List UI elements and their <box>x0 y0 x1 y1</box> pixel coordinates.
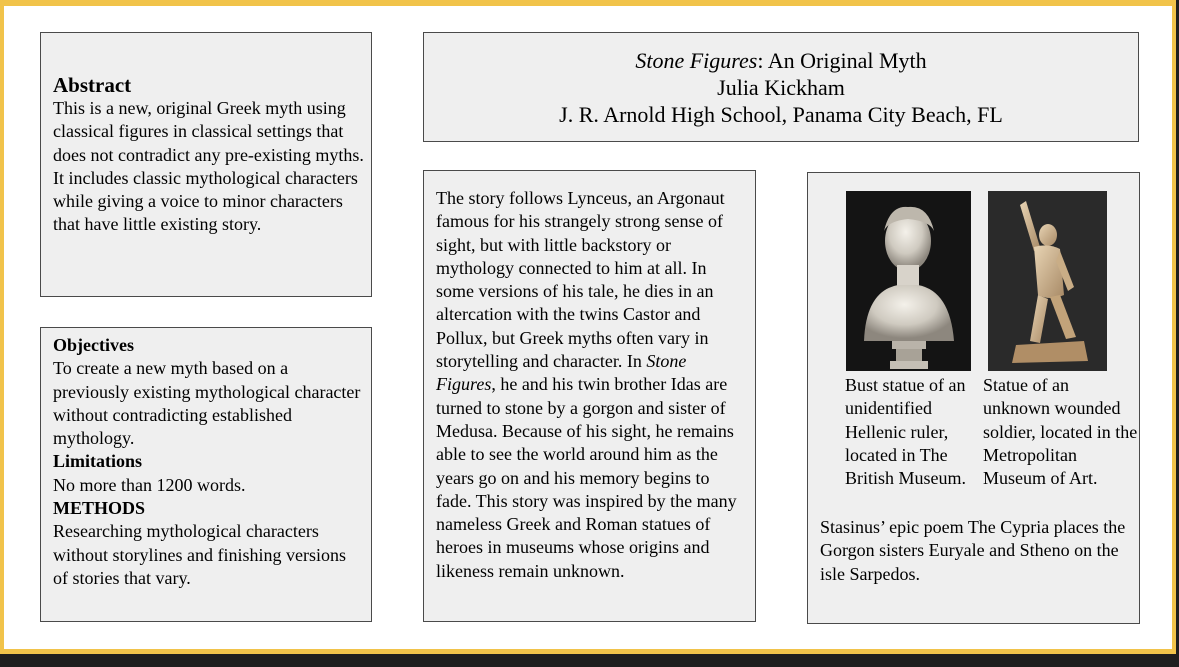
story-italic-title: Stone Figures <box>436 351 687 395</box>
soldier-statue-photo <box>988 191 1107 371</box>
bust-statue-image <box>846 191 971 371</box>
author-name: Julia Kickham <box>717 75 845 100</box>
title-rest: : An Original Myth <box>757 48 927 73</box>
abstract-panel <box>40 32 372 297</box>
story-text <box>436 187 748 583</box>
bust-statue-photo <box>846 191 971 371</box>
poster-title <box>424 47 1138 74</box>
abstract-body: This is a new, original Greek myth using classical figures in classical settings that does not contradict any pre-existing myths. It includes classic mythological characters while giving a voice to minor characters that have little existing story. <box>53 98 364 235</box>
methods-body: Researching mythological characters without storylines and finishing versions of stories that vary. <box>53 521 346 588</box>
title-panel <box>423 32 1139 142</box>
abstract-heading: Abstract <box>53 73 132 97</box>
school-name: J. R. Arnold High School, Panama City Beach, FL <box>559 102 1003 127</box>
objectives-panel <box>40 327 372 622</box>
objectives-heading: Objectives <box>53 335 134 355</box>
images-panel <box>807 172 1140 624</box>
soldier-caption: Statue of an unknown wounded soldier, located in the Metropolitan Museum of Art. <box>983 375 1138 489</box>
story-part-2: , he and his twin brother Idas are turned to stone by a gorgon and sister of Medusa. Because of his sight, he remains able to see the world around him as the years go on and his memory begins to fade. This story was inspired by the many nameless Greek and Roman statues of heroes in museums whose origins and likeness remain unknown. <box>436 374 737 581</box>
cypria-note: Stasinus’ epic poem The Cypria places the Gorgon sisters Euryale and Stheno on the isle Sarpedos. <box>820 517 1126 584</box>
title-italic: Stone Figures <box>635 48 758 73</box>
story-part-1: The story follows Lynceus, an Argonaut famous for his strangely strong sense of sight, but with little backstory or mythology connected to him at all. In some versions of his tale, he dies in an altercation with the twins Castor and Pollux, but Greek myths often vary in storytelling and character. In <box>436 188 725 372</box>
limitations-heading: Limitations <box>53 451 143 472</box>
bust-caption: Bust statue of an unidentified Hellenic ruler, located in The British Museum. <box>845 375 967 489</box>
methods-heading: METHODS <box>53 498 146 519</box>
limitations-body: No more than 1200 words. <box>53 474 246 495</box>
objectives-body: To create a new myth based on a previously existing mythological character without contradicting established mythology. <box>53 358 361 449</box>
soldier-statue-image <box>988 191 1107 371</box>
story-panel <box>423 170 756 622</box>
